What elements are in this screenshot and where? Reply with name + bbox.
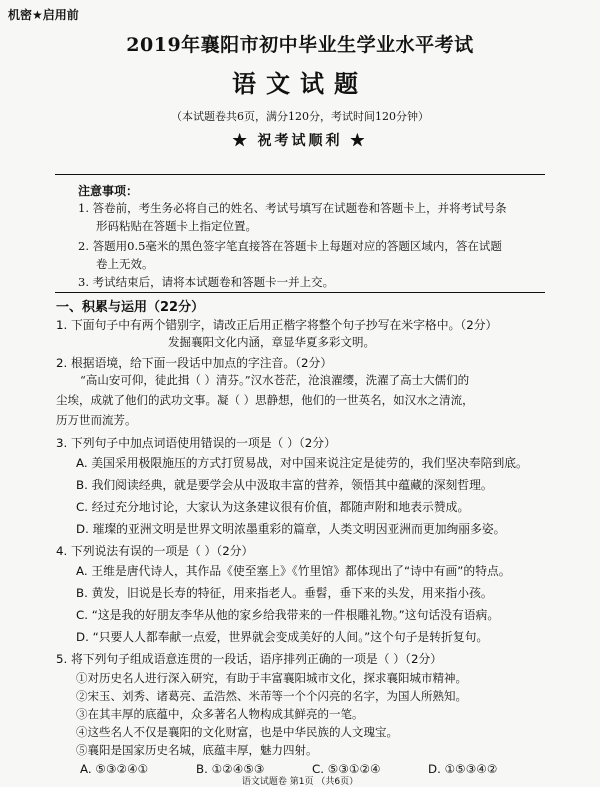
divider-top: [55, 174, 545, 175]
answer-option-b: B. ①②④⑤③: [196, 762, 265, 776]
notice-item: 3. 考试结束后，请将本试题卷和答题卡一并上交。: [78, 275, 335, 289]
question-4-option: C. “这是我的好朋友李华从他的家乡给我带来的一件根雕礼物。”这句话没有语病。: [76, 608, 500, 622]
section-heading: 一、积累与运用（22分）: [56, 300, 205, 315]
question-3: 3. 下列句子中加点词语使用错误的一项是（ ）（2分）: [56, 436, 336, 450]
page-footer: 语文试题卷 第1页 （共6页）: [241, 777, 359, 787]
notice-item: 2. 答题用0.5毫米的黑色签字笔直接答在答题卡上每题对应的答题区域内，答在试题: [78, 239, 502, 253]
notice-item: 形码粘贴在答题卡上指定位置。: [96, 219, 257, 233]
question-2-passage-line: 历万世而流芳。: [56, 413, 137, 427]
question-2: 2. 根据语境，给下面一段话中加点的字注音。（2分）: [56, 356, 333, 370]
exam-title: 2019年襄阳市初中毕业生学业水平考试: [126, 34, 474, 56]
question-3-option: A. 美国采用极限施压的方式打贸易战，对中国来说注定是徒劳的，我们坚决奉陪到底。: [76, 456, 528, 470]
question-5-sentence: ①对历史名人进行深入研究，有助于丰富襄阳城市文化，探求襄阳城市精神。: [76, 671, 467, 685]
good-luck-banner: ★ 祝考试顺利 ★: [232, 133, 368, 149]
question-2-passage-line: “高山安可仰，徒此揖（ ）清芬。”汉水苍茫，沧浪濯缨，洗濯了高士大儒们的: [80, 373, 470, 387]
exam-info: （本试题卷共6页，满分120分，考试时间120分钟）: [171, 110, 429, 123]
question-3-option: C. 经过充分地讨论，大家认为这条建议很有价值，都随声附和地表示赞成。: [76, 500, 470, 514]
confidential-label: 机密★启用前: [8, 8, 79, 22]
question-4-option: A. 王维是唐代诗人，其作品《使至塞上》《竹里馆》都体现出了“诗中有画”的特点。: [76, 564, 511, 578]
question-1-sentence: 发掘襄阳文化内涵，章显华夏多彩文明。: [168, 335, 375, 349]
question-4-option: D. “只要人人都奉献一点爱，世界就会变成美好的人间。”这个句子是转折复句。: [76, 630, 489, 644]
question-3-option: D. 璀璨的亚洲文明是世界文明浓墨重彩的篇章，人类文明因亚洲而更加绚丽多姿。: [76, 522, 506, 536]
question-4-option: B. 黄发，旧说是长寿的特征，用来指老人。垂髫，垂下来的头发，用来指小孩。: [76, 586, 493, 600]
notice-item: 1. 答卷前，考生务必将自己的姓名、考试号填写在试题卷和答题卡上，并将考试号条: [78, 201, 507, 215]
answer-option-d: D. ①⑤③④②: [428, 762, 498, 776]
answer-option-c: C. ⑤③①②④: [312, 762, 381, 776]
subject-title: 语文试题: [232, 69, 368, 98]
notice-title: 注意事项：: [78, 184, 139, 198]
question-4: 4. 下列说法有误的一项是（ ）（2分）: [56, 544, 254, 558]
answer-option-a: A. ⑤③②④①: [80, 762, 149, 776]
question-5-sentence: ③在其丰厚的底蕴中，众多著名人物构成其鲜亮的一笔。: [76, 707, 364, 721]
question-5-sentence: ⑤襄阳是国家历史名城，底蕴丰厚，魅力四射。: [76, 743, 318, 757]
divider-notice: [55, 292, 545, 293]
question-3-option: B. 我们阅读经典，就是要学会从中汲取丰富的营养，领悟其中蕴藏的深刻哲理。: [76, 478, 493, 492]
question-5-sentence: ②宋玉、刘秀、诸葛亮、孟浩然、米芾等一个个闪亮的名字，为国人所熟知。: [76, 689, 467, 703]
question-5-sentence: ④这些名人不仅是襄阳的文化财富，也是中华民族的人文瑰宝。: [76, 725, 398, 739]
question-2-passage-line: 尘埃，成就了他们的武功文事。凝（ ）思静想，他们的一世英名，如汉水之清流，: [56, 393, 474, 407]
question-5: 5. 将下列句子组成语意连贯的一段话，语序排列正确的一项是（ ）（2分）: [56, 652, 443, 666]
notice-item: 卷上无效。: [96, 257, 154, 271]
question-1: 1. 下面句子中有两个错别字，请改正后用正楷字将整个句子抄写在米字格中。（2分）: [56, 318, 498, 332]
